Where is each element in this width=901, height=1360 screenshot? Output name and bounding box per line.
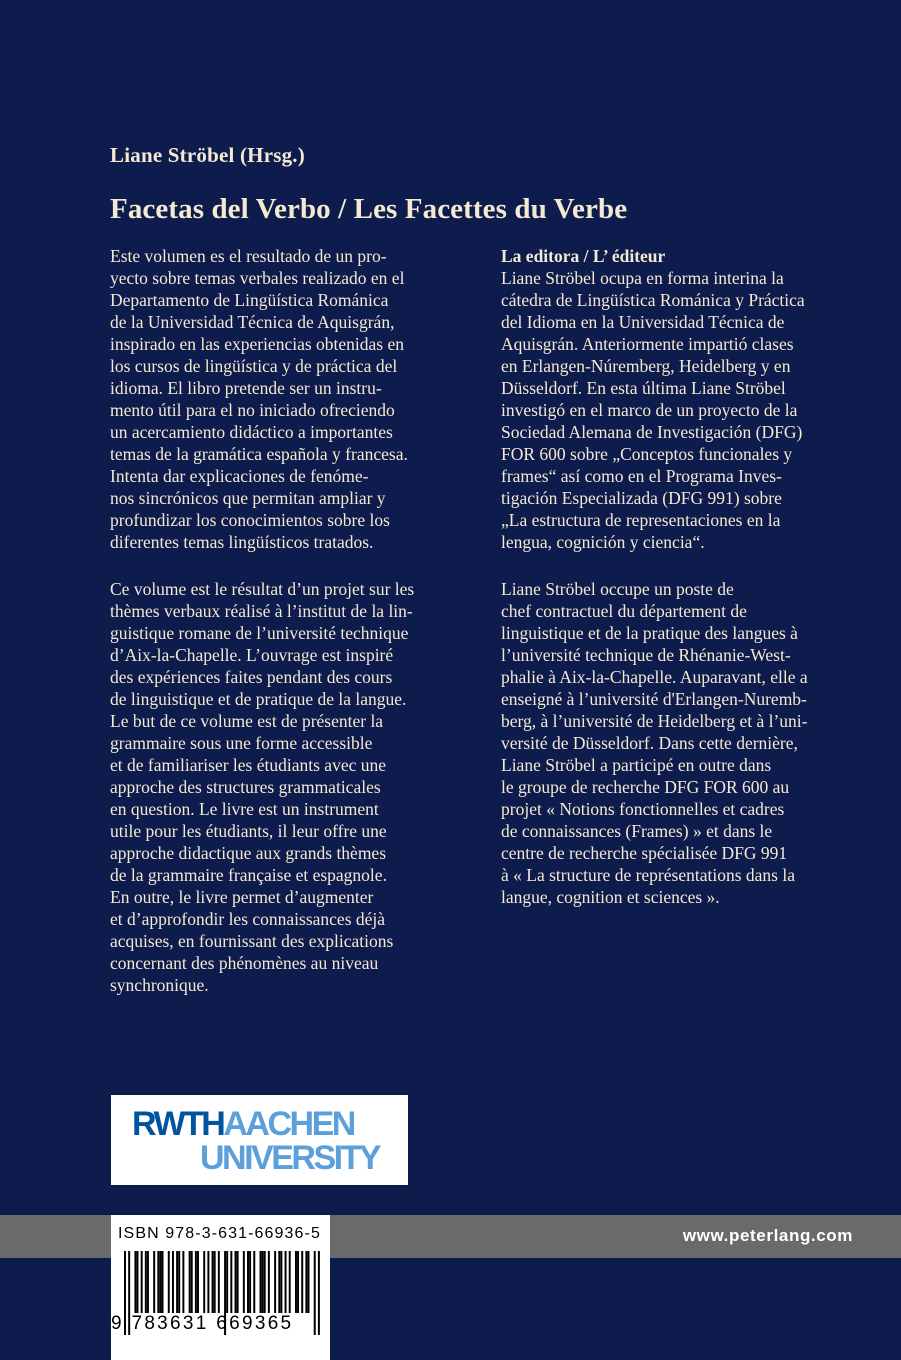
barcode-bar (134, 1251, 136, 1313)
barcode-bar (207, 1251, 209, 1313)
text-line: „La estructura de representaciones en la (501, 510, 781, 530)
barcode-bar (226, 1251, 228, 1313)
text-line: Liane Ströbel a participé en outre dans (501, 755, 772, 775)
barcode-bar (172, 1251, 174, 1313)
university-logo (111, 1095, 408, 1185)
text-line: profundizar los conocimientos sobre los (110, 510, 390, 530)
barcode-bar (230, 1251, 232, 1313)
text-line: Ce volume est le résultat d’un projet sur les (110, 579, 415, 599)
text-line: del Idioma en la Universidad Técnica de (501, 312, 785, 332)
barcode-digits: 9 783631 669365 (111, 1313, 294, 1334)
editor-bio-french (501, 578, 808, 908)
text-line: linguistique et de la pratique des langues à (501, 623, 798, 643)
barcode-bar (249, 1251, 251, 1313)
text-line: yecto sobre temas verbales realizado en el (110, 268, 405, 288)
barcode-bar (247, 1251, 249, 1313)
barcode-bar (197, 1251, 199, 1313)
barcode-bar (153, 1251, 155, 1313)
logo-top-line (132, 1107, 354, 1141)
barcode-bar (218, 1251, 220, 1313)
barcode-bar (264, 1251, 266, 1313)
barcode-bar (285, 1251, 287, 1313)
barcode-bar (137, 1251, 139, 1313)
text-line: le groupe de recherche DFG FOR 600 au (501, 777, 790, 797)
barcode-bar (305, 1251, 307, 1313)
text-line: Aquisgrán. Anteriormente impartió clases (501, 334, 794, 354)
text-line: thèmes verbaux réalisé à l’institut de la lin- (110, 601, 413, 621)
text-line: temas de la gramática española y francesa. (110, 444, 408, 464)
text-line: lengua, cognición y ciencia“. (501, 532, 705, 552)
barcode-bar (268, 1251, 270, 1313)
logo-aachen: AACHEN (223, 1105, 354, 1143)
isbn-barcode (111, 1215, 330, 1360)
text-line: en question. Le livre est un instrument (110, 799, 379, 819)
text-line: chef contractuel du département de (501, 601, 747, 621)
barcode-bar (141, 1251, 143, 1313)
text-line: enseigné à l’université d'Erlangen-Nuremb- (501, 689, 807, 709)
text-line: et de familiariser les étudiants avec une (110, 755, 386, 775)
barcode-bar (289, 1251, 291, 1313)
text-line: Sociedad Alemana de Investigación (DFG) (501, 422, 803, 442)
barcode-bar (307, 1251, 309, 1313)
text-line: un acercamiento didáctico a importantes (110, 422, 393, 442)
barcode-bar (195, 1251, 197, 1313)
description-spanish (110, 245, 408, 553)
text-line: d’Aix-la-Chapelle. L’ouvrage est inspiré (110, 645, 394, 665)
barcode-bar (203, 1251, 205, 1313)
text-line: concernant des phénomènes au niveau (110, 953, 379, 973)
barcode-bar (214, 1251, 216, 1313)
text-line: phalie à Aix-la-Chapelle. Auparavant, elle a (501, 667, 808, 687)
barcode-bar (262, 1251, 264, 1313)
text-line: inspirado en las experiencias obtenidas en (110, 334, 404, 354)
text-line: synchronique. (110, 975, 209, 995)
barcode-bar (162, 1251, 164, 1313)
text-line: acquises, en fournissant des explications (110, 931, 394, 951)
barcode-bar (235, 1251, 237, 1313)
barcode-bar (318, 1251, 320, 1335)
text-line: l’université technique de Rhénanie-West- (501, 645, 791, 665)
editor-heading: La editora / L’ éditeur (501, 246, 666, 266)
barcode-bar (301, 1251, 303, 1313)
barcode-bar (159, 1251, 161, 1313)
text-line: idioma. El libro pretende ser un instru- (110, 378, 382, 398)
barcode-bar (237, 1251, 239, 1313)
text-line: à « La structure de représentations dans la (501, 865, 795, 885)
text-line: berg, à l’université de Heidelberg et à l’uni- (501, 711, 808, 731)
text-line: et d’approfondir les connaissances déjà (110, 909, 386, 929)
barcode-bar (147, 1251, 149, 1313)
text-line: de la grammaire française et espagnole. (110, 865, 387, 885)
text-line: approche des structures grammaticales (110, 777, 381, 797)
barcode-bar (297, 1251, 299, 1313)
barcode-bar (189, 1251, 191, 1313)
text-line: En outre, le livre permet d’augmenter (110, 887, 374, 907)
barcode-bar (145, 1251, 147, 1313)
text-line: Este volumen es el resultado de un pro- (110, 246, 387, 266)
barcode-bar (274, 1251, 276, 1313)
text-line: de linguistique et de pratique de la langue. (110, 689, 407, 709)
text-line: guistique romane de l’université technique (110, 623, 409, 643)
barcode-bar (314, 1251, 316, 1335)
barcode-bar (178, 1251, 180, 1313)
text-line: los cursos de lingüística y de práctica del (110, 356, 398, 376)
text-line: tigación Especializada (DFG 991) sobre (501, 488, 782, 508)
text-line: Liane Ströbel ocupa en forma interina la (501, 268, 784, 288)
text-line: grammaire sous une forme accessible (110, 733, 373, 753)
text-line: projet « Notions fonctionnelles et cadres (501, 799, 785, 819)
publisher-website[interactable]: www.peterlang.com (682, 1226, 853, 1245)
text-line: Düsseldorf. En esta última Liane Ströbel (501, 378, 786, 398)
text-line: centre de recherche spécialisée DFG 991 (501, 843, 788, 863)
text-line: approche didactique aux grands thèmes (110, 843, 387, 863)
text-line: de la Universidad Técnica de Aquisgrán, (110, 312, 395, 332)
text-line: langue, cognition et sciences ». (501, 887, 720, 907)
barcode-bar (278, 1251, 280, 1313)
barcode-bar (280, 1251, 282, 1313)
barcode-bar (176, 1251, 178, 1313)
editor-bio-spanish (501, 267, 805, 553)
text-line: Liane Ströbel occupe un poste de (501, 579, 734, 599)
text-line: Le but de ce volume est de présenter la (110, 711, 384, 731)
text-line: Intenta dar explicaciones de fenóme- (110, 466, 369, 486)
isbn-label: ISBN 978-3-631-66936-5 (118, 1225, 321, 1242)
barcode-bar (182, 1251, 184, 1313)
text-line: FOR 600 sobre „Conceptos funcionales y (501, 444, 793, 464)
text-line: diferentes temas lingüísticos tratados. (110, 532, 374, 552)
text-line: de connaissances (Frames) » et dans le (501, 821, 773, 841)
book-title: Facetas del Verbo / Les Facettes du Verbe (110, 193, 628, 225)
description-french (110, 578, 414, 996)
barcode-bar (212, 1251, 214, 1313)
barcode-bar (295, 1251, 297, 1313)
barcode-bar (157, 1251, 159, 1313)
logo-university: UNIVERSITY (200, 1139, 380, 1177)
text-line: versité de Düsseldorf. Dans cette dernière, (501, 733, 798, 753)
text-line: utile pour les étudiants, il leur offre une (110, 821, 387, 841)
text-line: frames“ así como en el Programa Inves- (501, 466, 782, 486)
barcode-bar (253, 1251, 255, 1313)
text-line: mento útil para el no iniciado ofreciendo (110, 400, 395, 420)
text-line: nos sincrónicos que permitan ampliar y (110, 488, 386, 508)
barcode-bar (168, 1251, 170, 1313)
author-name: Liane Ströbel (Hrsg.) (110, 143, 305, 167)
text-line: cátedra de Lingüística Románica y Práctica (501, 290, 805, 310)
barcode-bar (191, 1251, 193, 1313)
text-line: des expériences faites pendant des cours (110, 667, 393, 687)
text-line: en Erlangen-Núremberg, Heidelberg y en (501, 356, 791, 376)
text-line: investigó en el marco de un proyecto de la (501, 400, 798, 420)
text-line: Departamento de Lingüística Románica (110, 290, 389, 310)
barcode-bar (243, 1251, 245, 1313)
barcode-bar (260, 1251, 262, 1313)
logo-rwth: RWTH (132, 1105, 224, 1143)
